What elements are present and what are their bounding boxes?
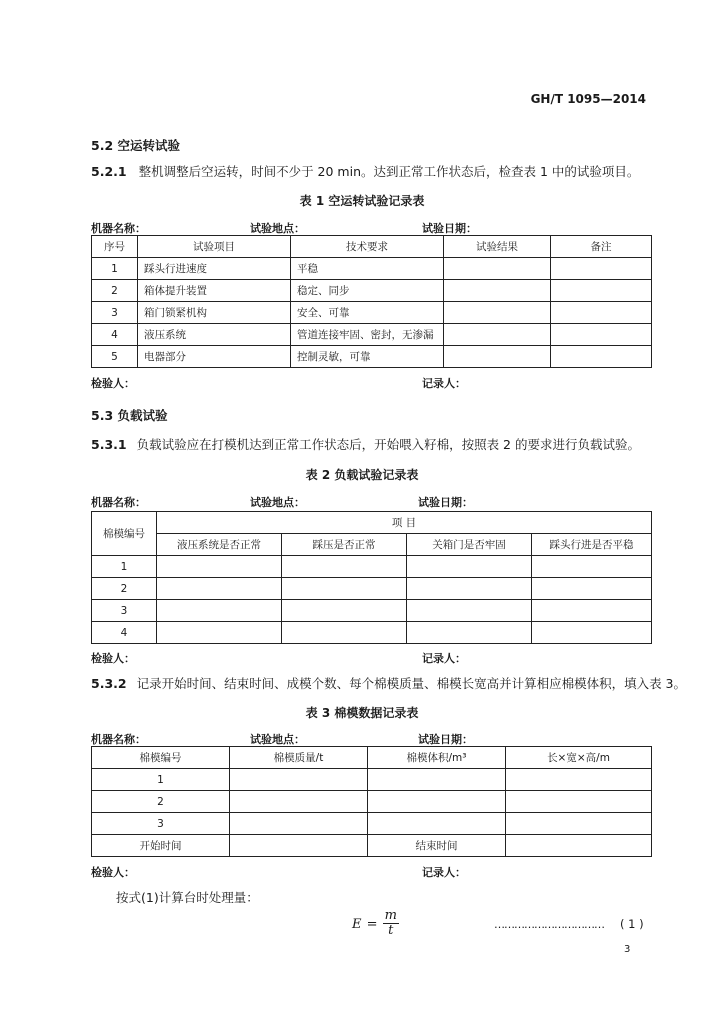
record-cell[interactable] (506, 791, 652, 813)
table3-date-label: 试验日期： (418, 733, 473, 746)
table-row (92, 280, 652, 302)
record-cell[interactable] (368, 813, 506, 835)
requirement: 平稳 (291, 258, 444, 280)
section-5-2-heading: 5.2 空运转试验 (91, 138, 180, 153)
remark-cell[interactable] (551, 280, 652, 302)
table1-machine-label: 机器名称： (91, 222, 146, 235)
col-header: 技术要求 (291, 236, 444, 258)
record-cell[interactable] (157, 622, 282, 644)
result-cell[interactable] (444, 302, 551, 324)
col-header: 关箱门是否牢固 (407, 534, 532, 556)
row-number: 1 (92, 556, 157, 578)
remark-cell[interactable] (551, 302, 652, 324)
group-header: 项 目 (157, 512, 652, 534)
record-cell[interactable] (282, 578, 407, 600)
end-time-label: 结束时间 (368, 835, 506, 857)
record-cell[interactable] (368, 791, 506, 813)
table-header-row (92, 747, 652, 769)
formula-leader-dots: …………………………… (494, 918, 604, 931)
record-cell[interactable] (368, 769, 506, 791)
formula-1 (352, 909, 399, 938)
test-item: 箱门锁紧机构 (138, 302, 291, 324)
formula-denominator: t (388, 923, 394, 938)
table1-place-label: 试验地点： (250, 222, 305, 235)
result-cell[interactable] (444, 258, 551, 280)
row-number: 3 (92, 600, 157, 622)
col-header: 踩头行进是否平稳 (532, 534, 652, 556)
remark-cell[interactable] (551, 258, 652, 280)
row-number: 2 (92, 578, 157, 600)
formula-equals: = (366, 917, 378, 932)
record-cell[interactable] (157, 578, 282, 600)
table2-caption: 表 2 负载试验记录表 (305, 468, 419, 482)
table-row (92, 835, 652, 857)
table-row (92, 578, 652, 600)
table1-caption: 表 1 空运转试验记录表 (299, 194, 425, 208)
para-text: 整机调整后空运转，时间不少于 20 min。达到正常工作状态后，检查表 1 中的试验项目。 (138, 164, 640, 179)
table-row (92, 813, 652, 835)
record-cell[interactable] (506, 769, 652, 791)
record-cell[interactable] (157, 556, 282, 578)
col-header: 长×宽×高/m (506, 747, 652, 769)
record-cell[interactable] (157, 600, 282, 622)
record-cell[interactable] (532, 578, 652, 600)
table3-machine-label: 机器名称： (91, 733, 146, 746)
table-row (92, 791, 652, 813)
table1-inspector-label: 检验人： (91, 377, 135, 390)
para-5-3-1 (91, 435, 640, 453)
para-number: 5.3.2 (91, 676, 127, 691)
page-number: 3 (624, 944, 631, 955)
table-row (92, 556, 652, 578)
table-row (92, 258, 652, 280)
table-row (92, 600, 652, 622)
formula-numerator: m (384, 908, 397, 923)
table-header-row (92, 512, 652, 534)
record-cell[interactable] (506, 813, 652, 835)
result-cell[interactable] (444, 324, 551, 346)
record-cell[interactable] (532, 600, 652, 622)
requirement: 稳定、同步 (291, 280, 444, 302)
start-time-cell[interactable] (230, 835, 368, 857)
formula-fraction (383, 909, 399, 938)
table-row (92, 769, 652, 791)
table-header-row (92, 534, 652, 556)
result-cell[interactable] (444, 346, 551, 368)
table-row (92, 302, 652, 324)
para-number: 5.3.1 (91, 437, 127, 452)
formula-intro: 按式(1)计算台时处理量： (116, 890, 259, 905)
record-cell[interactable] (407, 622, 532, 644)
section-5-3-heading: 5.3 负载试验 (91, 408, 168, 423)
col-header: 棉模编号 (92, 512, 157, 556)
col-header: 液压系统是否正常 (157, 534, 282, 556)
row-number: 5 (92, 346, 138, 368)
requirement: 安全、可靠 (291, 302, 444, 324)
table2-recorder-label: 记录人： (422, 652, 466, 665)
para-5-2-1 (91, 162, 639, 180)
col-header: 试验项目 (138, 236, 291, 258)
test-item: 箱体提升装置 (138, 280, 291, 302)
col-header: 踩压是否正常 (282, 534, 407, 556)
row-number: 4 (92, 324, 138, 346)
table3-recorder-label: 记录人： (422, 866, 466, 879)
col-header: 棉模质量/t (230, 747, 368, 769)
col-header: 试验结果 (444, 236, 551, 258)
row-number: 1 (92, 258, 138, 280)
record-cell[interactable] (407, 600, 532, 622)
end-time-cell[interactable] (506, 835, 652, 857)
test-item: 电器部分 (138, 346, 291, 368)
record-cell[interactable] (532, 622, 652, 644)
table3-caption: 表 3 棉模数据记录表 (305, 706, 419, 720)
formula-lhs: E (352, 917, 362, 932)
record-cell[interactable] (282, 622, 407, 644)
record-cell[interactable] (230, 769, 368, 791)
table-row (92, 622, 652, 644)
table2-machine-label: 机器名称： (91, 496, 146, 509)
test-item: 踩头行进速度 (138, 258, 291, 280)
col-header: 序号 (92, 236, 138, 258)
record-cell[interactable] (532, 556, 652, 578)
row-number: 3 (92, 813, 230, 835)
table-row (92, 324, 652, 346)
table2-place-label: 试验地点： (250, 496, 305, 509)
para-number: 5.2.1 (91, 164, 127, 179)
record-cell[interactable] (230, 813, 368, 835)
formula-number: ( 1 ) (620, 917, 644, 931)
row-number: 2 (92, 791, 230, 813)
para-text: 记录开始时间、结束时间、成模个数、每个棉模质量、棉模长宽高并计算相应棉模体积，填入表 3。 (136, 676, 687, 691)
table3-place-label: 试验地点： (250, 733, 305, 746)
table1 (91, 235, 652, 368)
test-item: 液压系统 (138, 324, 291, 346)
record-cell[interactable] (230, 791, 368, 813)
col-header: 备注 (551, 236, 652, 258)
col-header: 棉模编号 (92, 747, 230, 769)
row-number: 4 (92, 622, 157, 644)
row-number: 2 (92, 280, 138, 302)
table2-inspector-label: 检验人： (91, 652, 135, 665)
table2 (91, 511, 652, 644)
table-header-row (92, 236, 652, 258)
table1-recorder-label: 记录人： (422, 377, 466, 390)
table1-date-label: 试验日期： (422, 222, 477, 235)
record-cell[interactable] (407, 556, 532, 578)
requirement: 管道连接牢固、密封，无渗漏 (291, 324, 444, 346)
row-number: 1 (92, 769, 230, 791)
col-header: 棉模体积/m³ (368, 747, 506, 769)
record-cell[interactable] (282, 556, 407, 578)
start-time-label: 开始时间 (92, 835, 230, 857)
record-cell[interactable] (407, 578, 532, 600)
table2-date-label: 试验日期： (418, 496, 473, 509)
result-cell[interactable] (444, 280, 551, 302)
record-cell[interactable] (282, 600, 407, 622)
standard-code: GH/T 1095—2014 (530, 92, 646, 106)
remark-cell[interactable] (551, 346, 652, 368)
para-text: 负载试验应在打模机达到正常工作状态后，开始喂入籽棉，按照表 2 的要求进行负载试验。 (136, 437, 640, 452)
remark-cell[interactable] (551, 324, 652, 346)
table-row (92, 346, 652, 368)
table3-inspector-label: 检验人： (91, 866, 135, 879)
para-5-3-2 (91, 674, 686, 692)
requirement: 控制灵敏，可靠 (291, 346, 444, 368)
row-number: 3 (92, 302, 138, 324)
table3 (91, 746, 652, 857)
